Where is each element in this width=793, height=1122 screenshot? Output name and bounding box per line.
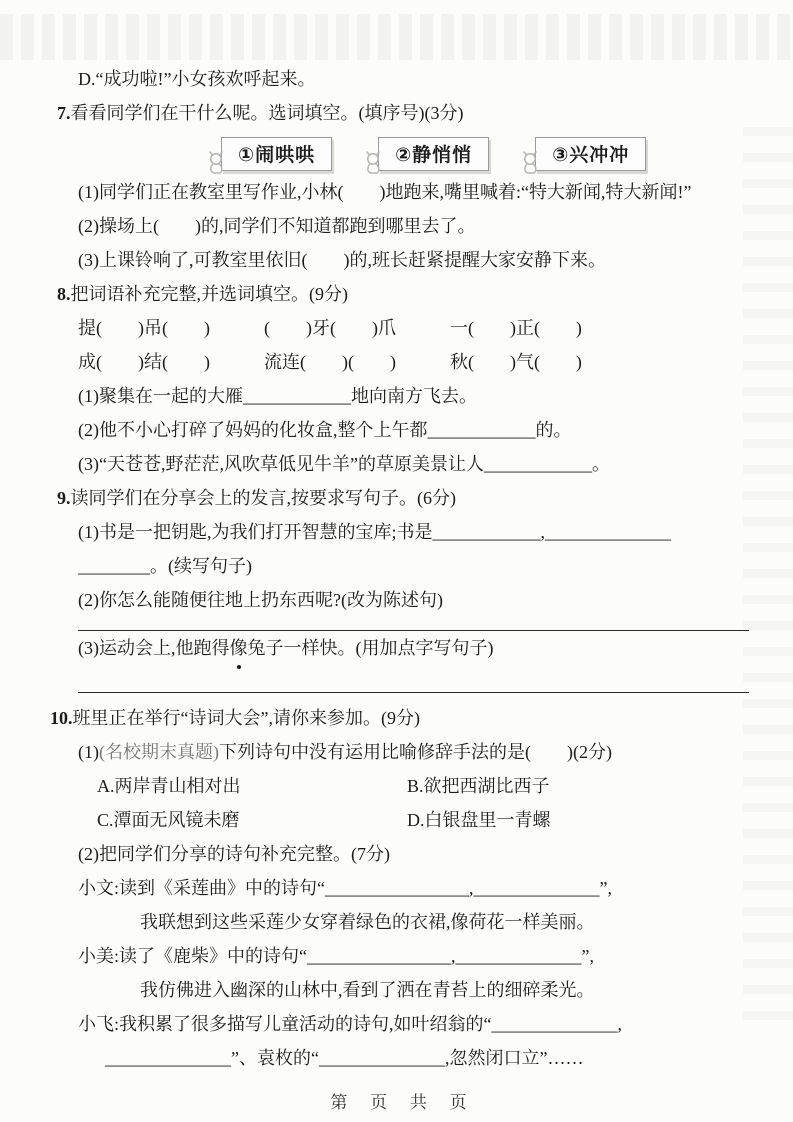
word-choice-2 xyxy=(364,137,489,171)
question-10-title xyxy=(50,701,749,735)
q9-item-1-line-1: (1)书是一把钥匙,为我们打开智慧的宝库;书是____________,______________ xyxy=(78,522,671,542)
q8-item-3: (3)“天苍苍,野茫茫,风吹草低见牛羊”的草原美景让人____________。 xyxy=(78,454,610,474)
q7-item-2: (2)操场上( )的,同学们不知道都跑到哪里去了。 xyxy=(78,216,476,236)
word-choice-label: ①闹哄哄 xyxy=(221,137,332,171)
word-choice-label: ③兴冲冲 xyxy=(535,137,646,171)
xiaomei-line-2: 我仿佛进入幽深的山林中,看到了洒在青苔上的细碎柔光。 xyxy=(140,980,595,1000)
mascot-icon xyxy=(364,151,384,175)
q9-item-2: (2)你怎么能随便往地上扔东西呢?(改为陈述句) xyxy=(78,590,443,610)
option-b: B.欲把西湖比西子 xyxy=(407,776,550,796)
q9-item-3-dotted-char: 像 xyxy=(230,631,248,665)
xiaowen-line-2: 我联想到这些采莲少女穿着绿色的衣裙,像荷花一样美丽。 xyxy=(140,912,595,932)
option-a: A.两岸青山相对出 xyxy=(97,776,241,796)
q8-word-row-1: 提( )吊( ) ( )牙( )爪 一( )正( ) xyxy=(78,318,582,338)
word-choice-1 xyxy=(207,137,332,171)
q10-item-1-text: 下列诗句中没有运用比喻修辞手法的是( )(2分) xyxy=(219,742,612,762)
q9-item-1-line-2: ________。(续写句子) xyxy=(78,556,252,576)
q10-options-row-1 xyxy=(97,769,749,803)
question-8-number: 8. xyxy=(57,284,71,304)
q7-item-1: (1)同学们正在教室里写作业,小林( )地跑来,嘴里喊着:“特大新闻,特大新闻!” xyxy=(78,182,692,202)
q10-item-2: (2)把同学们分享的诗句补充完整。(7分) xyxy=(78,844,390,864)
q7-item-3: (3)上课铃响了,可教室里依旧( )的,班长赶紧提醒大家安静下来。 xyxy=(78,250,606,270)
q9-item-3-after: 兔子一样快。(用加点字写句子) xyxy=(247,638,494,658)
mascot-icon xyxy=(521,151,541,175)
word-choice-label: ②静悄悄 xyxy=(378,137,489,171)
question-9-title-text: 读同学们在分享会上的发言,按要求写句子。(6分) xyxy=(70,488,456,508)
question-8-title xyxy=(57,277,749,311)
question-7-title-text: 看看同学们在干什么呢。选词填空。(填序号)(3分) xyxy=(70,103,464,123)
word-choice-row xyxy=(207,135,749,173)
question-7-title xyxy=(57,96,749,130)
question-9-number: 9. xyxy=(57,488,71,508)
mascot-icon xyxy=(207,151,227,175)
option-d: D.白银盘里一青螺 xyxy=(407,810,551,830)
page-footer: 第 页 共 页 xyxy=(330,1093,476,1112)
word-choice-3 xyxy=(521,137,646,171)
xiaomei-line-1: 小美:读了《鹿柴》中的诗句“________________,______________”, xyxy=(78,946,594,966)
q8-item-2: (2)他不小心打碎了妈妈的化妆盒,整个上午都____________的。 xyxy=(78,420,572,440)
option-d-line: D.“成功啦!”小女孩欢呼起来。 xyxy=(78,69,316,89)
question-8-title-text: 把词语补充完整,并选词填空。(9分) xyxy=(70,284,348,304)
option-c: C.潭面无风镜未磨 xyxy=(97,810,240,830)
q8-word-row-2: 成( )结( ) 流连( )( ) 秋( )气( ) xyxy=(78,352,582,372)
q9-item-3-before: (3)运动会上,他跑得 xyxy=(78,638,230,658)
exam-source-tag: (名校期末真题) xyxy=(99,742,219,762)
q9-item-3 xyxy=(78,631,749,665)
question-9-title xyxy=(57,481,749,515)
question-7-number: 7. xyxy=(57,103,71,123)
question-10-number: 10. xyxy=(50,708,73,728)
question-10-title-text: 班里正在举行“诗词大会”,请你来参加。(9分) xyxy=(72,708,420,728)
q10-item-1 xyxy=(78,735,749,769)
q10-item-1-prefix: (1) xyxy=(78,742,99,762)
answer-line xyxy=(78,665,749,693)
q10-options-row-2 xyxy=(97,803,749,837)
xiaofei-line-1: 小飞:我积累了很多描写儿童活动的诗句,如叶绍翁的“______________, xyxy=(78,1014,622,1034)
q8-item-1: (1)聚集在一起的大雁____________地向南方飞去。 xyxy=(78,386,477,406)
answer-line xyxy=(78,617,749,631)
xiaofei-line-2: ______________”、袁枚的“______________,忽然闭口立”…… xyxy=(105,1048,584,1068)
xiaowen-line-1: 小文:读到《采莲曲》中的诗句“________________,______________”, xyxy=(78,878,612,898)
